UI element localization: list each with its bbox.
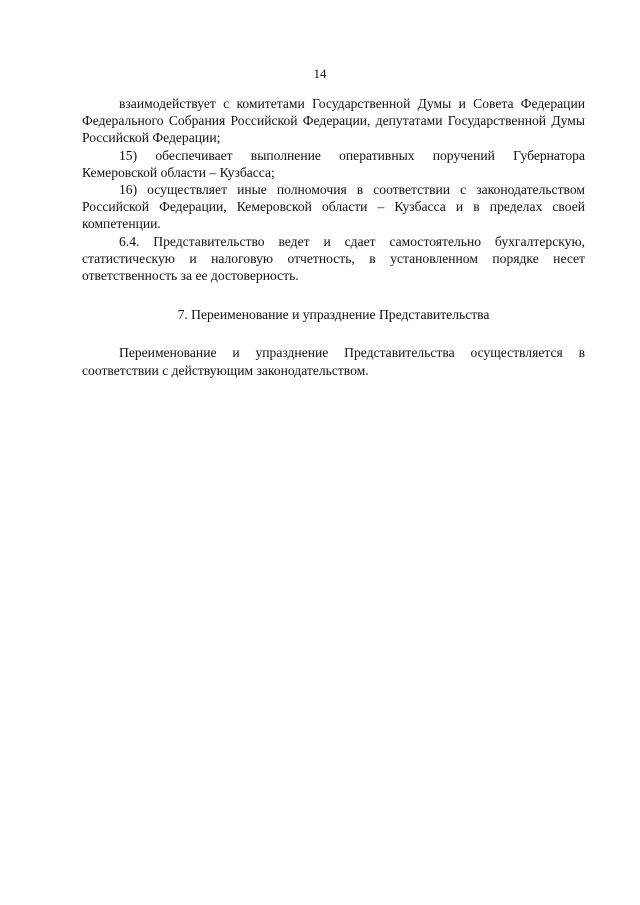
paragraph-committees: взаимодействует с комитетами Государственной Думы и Совета Федерации Федерального Собрания Российской Федерации, депутатами Государственной Думы Российской Федерации; (82, 96, 585, 146)
section-heading: 7. Переименование и упразднение Представительства (177, 307, 490, 323)
page-number: 14 (313, 66, 327, 81)
paragraph-6-4: 6.4. Представительство ведет и сдает самостоятельно бухгалтерскую, статистическую и налоговую отчетность, в установленном порядке несет ответственность за ее достоверность. (82, 233, 585, 284)
paragraph-item-15: 15) обеспечивает выполнение оперативных поручений Губернатора Кемеровской области – Кузбасса; (82, 147, 585, 180)
paragraph-item-16: 16) осуществляет иные полномочия в соответствии с законодательством Российской Федерации, Кемеровской области – Кузбасса и в пределах своей компетенции. (82, 182, 585, 232)
document-body (82, 95, 585, 379)
paragraph-closing: Переименование и упразднение Представительства осуществляется в соответствии с действующим законодательством. (82, 345, 585, 378)
